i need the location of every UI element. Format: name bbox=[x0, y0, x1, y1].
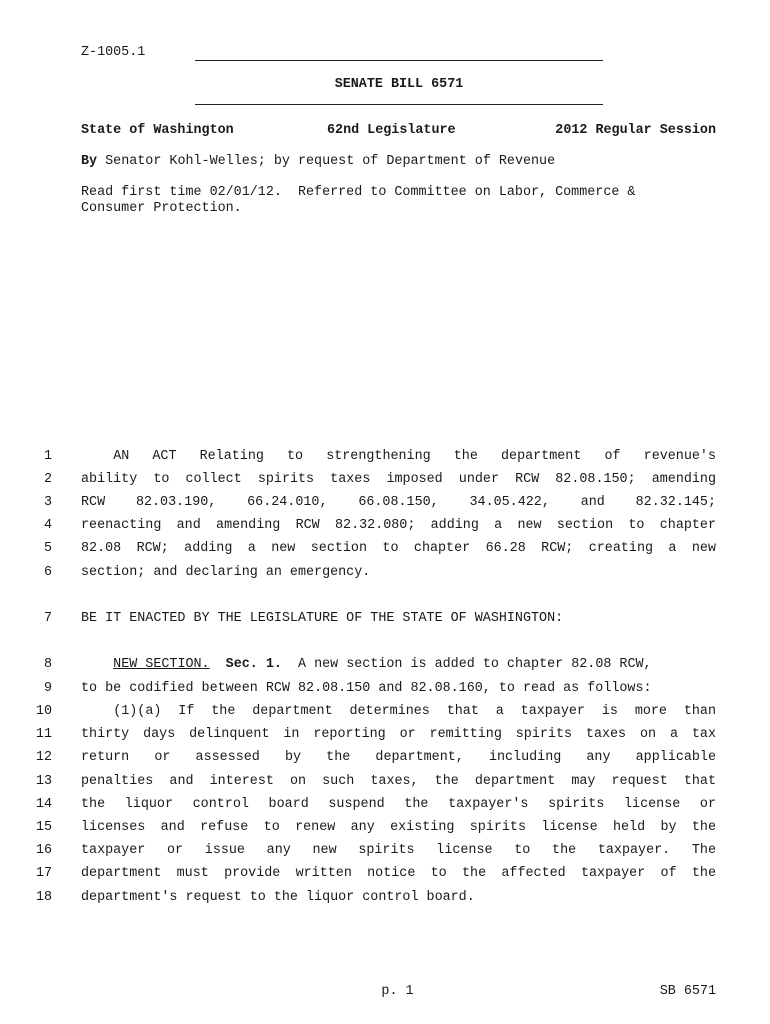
bill-code: Z-1005.1 bbox=[81, 45, 146, 60]
bill-text-line bbox=[81, 657, 716, 672]
line-number: 8 bbox=[43, 657, 52, 672]
bill-text-line: (1)(a) If the department determines that a taxpayer is more than bbox=[113, 704, 716, 719]
session-label: 2012 Regular Session bbox=[555, 123, 716, 138]
section-text: A new section is added to chapter 82.08 RCW, bbox=[298, 657, 652, 672]
bill-text-line: 82.08 RCW; adding a new section to chapter 66.28 RCW; creating a new bbox=[81, 541, 716, 556]
line-number: 12 bbox=[35, 750, 52, 765]
sponsor-text: Senator Kohl-Welles; by request of Department of Revenue bbox=[105, 154, 556, 169]
read-first-line: Read first time 02/01/12. Referred to Committee on Labor, Commerce & bbox=[81, 185, 636, 200]
bill-text-line: department must provide written notice to the affected taxpayer of the bbox=[81, 866, 716, 881]
line-number: 3 bbox=[43, 495, 52, 510]
by-label: By bbox=[81, 154, 98, 169]
line-number: 15 bbox=[35, 820, 52, 835]
read-first-line-2: Consumer Protection. bbox=[81, 201, 242, 216]
header-rule-top bbox=[195, 60, 603, 61]
line-number: 13 bbox=[35, 774, 52, 789]
page-number: p. 1 bbox=[381, 984, 414, 999]
bill-text-line: licenses and refuse to renew any existing spirits license held by the bbox=[81, 820, 716, 835]
line-number: 4 bbox=[43, 518, 52, 533]
line-number: 7 bbox=[43, 611, 52, 626]
legislature-label: 62nd Legislature bbox=[327, 123, 456, 138]
bill-text-line: the liquor control board suspend the taxpayer's spirits license or bbox=[81, 797, 716, 812]
line-number: 17 bbox=[35, 866, 52, 881]
bill-text-line: BE IT ENACTED BY THE LEGISLATURE OF THE STATE OF WASHINGTON: bbox=[81, 611, 564, 626]
bill-text-line: thirty days delinquent in reporting or remitting spirits taxes on a tax bbox=[81, 727, 716, 742]
indent bbox=[81, 657, 113, 672]
bill-text-line: return or assessed by the department, including any applicable bbox=[81, 750, 716, 765]
line-number: 18 bbox=[35, 890, 52, 905]
line-number: 11 bbox=[35, 727, 52, 742]
line-number: 14 bbox=[35, 797, 52, 812]
sponsor-line bbox=[81, 154, 555, 169]
bill-text-line: department's request to the liquor control board. bbox=[81, 890, 475, 905]
footer-bill-ref: SB 6571 bbox=[659, 984, 716, 999]
state-label: State of Washington bbox=[81, 123, 234, 138]
bill-text-line: to be codified between RCW 82.08.150 and 82.08.160, to read as follows: bbox=[81, 681, 652, 696]
header-rule-bottom bbox=[195, 104, 603, 105]
line-number: 6 bbox=[43, 565, 52, 580]
line-number: 2 bbox=[43, 472, 52, 487]
bill-title: SENATE BILL 6571 bbox=[334, 77, 464, 92]
line-number: 16 bbox=[35, 843, 52, 858]
line-number: 9 bbox=[43, 681, 52, 696]
line-number: 5 bbox=[43, 541, 52, 556]
line-number: 10 bbox=[35, 704, 52, 719]
bill-text-line: reenacting and amending RCW 82.32.080; adding a new section to chapter bbox=[81, 518, 716, 533]
bill-text-line: ability to collect spirits taxes imposed under RCW 82.08.150; amending bbox=[81, 472, 716, 487]
bill-text-line: taxpayer or issue any new spirits license to the taxpayer. The bbox=[81, 843, 716, 858]
section-number: Sec. 1. bbox=[225, 657, 282, 672]
bill-text-line: RCW 82.03.190, 66.24.010, 66.08.150, 34.05.422, and 82.32.145; bbox=[81, 495, 716, 510]
line-number: 1 bbox=[43, 449, 52, 464]
bill-text-line: penalties and interest on such taxes, the department may request that bbox=[81, 774, 716, 789]
new-section-marker: NEW SECTION. bbox=[113, 657, 210, 672]
bill-text-line: AN ACT Relating to strengthening the department of revenue's bbox=[113, 449, 716, 464]
bill-text-line: section; and declaring an emergency. bbox=[81, 565, 371, 580]
